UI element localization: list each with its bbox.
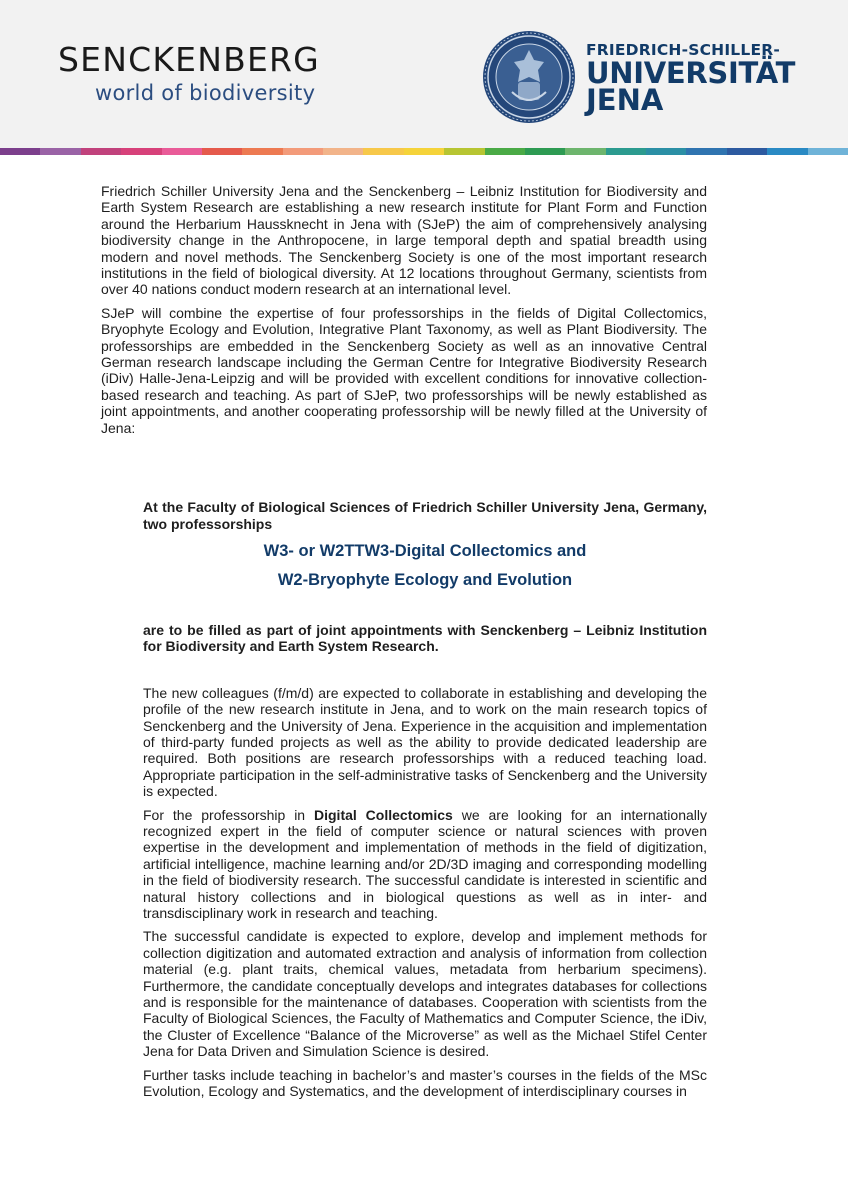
stripe-segment	[686, 148, 726, 155]
stripe-segment	[162, 148, 202, 155]
university-seal-icon	[482, 30, 576, 124]
stripe-segment	[606, 148, 646, 155]
stripe-segment	[767, 148, 807, 155]
intro-paragraph-1: Friedrich Schiller University Jena and the Senckenberg – Leibniz Institution for Biodiversity and Earth System Research are establishing a new research institute for Plant Form and Function around the Herbarium Haussknecht in Jena with (SJeP) the aim of comprehensively analysing biodiversity change in the Anthropocene, in large temporal depth and spatial breadth using modern and novel methods. The Senckenberg Society is one of the most important research institutions in the field of biological diversity. At 12 locations throughout Germany, scientists from over 40 nations conduct modern research at an international level.	[101, 183, 707, 298]
body-paragraph-3: The successful candidate is expected to explore, develop and implement methods for collection digitization and automated extraction and analysis of information from collection material (e.g. plant traits, chemical values, metadata from herbarium specimens). Furthermore, the candidate conceptually develops and integrates databases for collections and is responsible for the maintenance of databases. Cooperation with scientists from the Faculty of Biological Sciences, the Faculty of Mathematics and Computer Science, the iDiv, the Cluster of Excellence “Balance of the Microverse” as well as the Michael Stifel Center Jena for Data Driven and Simulation Science is desired.	[143, 928, 707, 1060]
announcement-follow: are to be filled as part of joint appointments with Senckenberg – Leibniz Institution for Biodiversity and Earth System Research.	[143, 621, 707, 655]
stripe-segment	[202, 148, 242, 155]
stripe-segment	[81, 148, 121, 155]
digital-collectomics-term: Digital Collectomics	[314, 806, 453, 823]
stripe-segment	[646, 148, 686, 155]
stripe-segment	[485, 148, 525, 155]
university-logo-text	[586, 40, 796, 117]
stripe-segment	[363, 148, 403, 155]
body-paragraph-2-pre: For the professorship in	[143, 806, 314, 823]
university-name-line1: FRIEDRICH-SCHILLER-	[586, 41, 781, 59]
color-stripe	[0, 148, 848, 155]
university-name-line3: JENA	[586, 83, 664, 117]
body-paragraph-2	[143, 807, 707, 922]
stripe-segment	[283, 148, 323, 155]
stripe-segment	[40, 148, 80, 155]
stripe-segment	[404, 148, 444, 155]
stripe-segment	[323, 148, 363, 155]
page-header	[0, 0, 848, 148]
stripe-segment	[444, 148, 484, 155]
position-title-2: W2-Bryophyte Ecology and Evolution	[277, 570, 573, 589]
document-body	[101, 183, 707, 1106]
stripe-segment	[121, 148, 161, 155]
intro-paragraph-2: SJeP will combine the expertise of four professorships in the fields of Digital Collectomics, Bryophyte Ecology and Evolution, Integrative Plant Taxonomy, as well as Plant Biodiversity. The professorships are embedded in the Senckenberg Society as well as an innovative Central German research landscape including the German Centre for Integrative Biodiversity Research (iDiv) Halle-Jena-Leipzig and will be provided with excellent conditions for innovative collection-based research and teaching. As part of SJeP, two professorships will be newly established as joint appointments, and another cooperating professorship will be newly filled at the University of Jena:	[101, 304, 707, 436]
senckenberg-name: SENCKENBERG	[58, 40, 320, 79]
announcement-lead: At the Faculty of Biological Sciences of Friedrich Schiller University Jena, Germany, two professorships	[143, 499, 707, 532]
stripe-segment	[727, 148, 767, 155]
stripe-segment	[525, 148, 565, 155]
senckenberg-tagline: world of biodiversity	[95, 81, 316, 105]
announcement-block	[143, 499, 707, 1099]
stripe-segment	[0, 148, 40, 155]
position-title-1: W3- or W2TTW3-Digital Collectomics and	[263, 541, 587, 560]
body-paragraph-4: Further tasks include teaching in bachelor’s and master’s courses in the fields of the MSc Evolution, Ecology and Systematics, and the development of interdisciplinary courses in	[143, 1066, 707, 1100]
body-paragraph-2-post: we are looking for an internationally recognized expert in the field of computer science or natural sciences with proven expertise in the development and implementation of methods in the field of digitization, artificial intelligence, machine learning and/or 2D/3D imaging and corresponding modelling in the field of biodiversity research. The successful candidate is interested in scientific and natural history collections and in biological questions as well as in inter- and transdisciplinary work in research and teaching.	[143, 806, 708, 921]
stripe-segment	[242, 148, 282, 155]
stripe-segment	[565, 148, 605, 155]
body-paragraph-1: The new colleagues (f/m/d) are expected to collaborate in establishing and developing the profile of the new research institute in Jena, and to work on the main research topics of Senckenberg and the University of Jena. Experience in the acquisition and implementation of third-party funded projects as well as the ability to provide dedicated leadership are required. Both positions are research professorships with a reduced teaching load. Appropriate participation in the self-administrative tasks of Senckenberg and the University is expected.	[143, 684, 707, 800]
university-name-line2: UNIVERSITÄT	[586, 56, 796, 90]
stripe-segment	[808, 148, 848, 155]
senckenberg-logo	[58, 40, 378, 106]
